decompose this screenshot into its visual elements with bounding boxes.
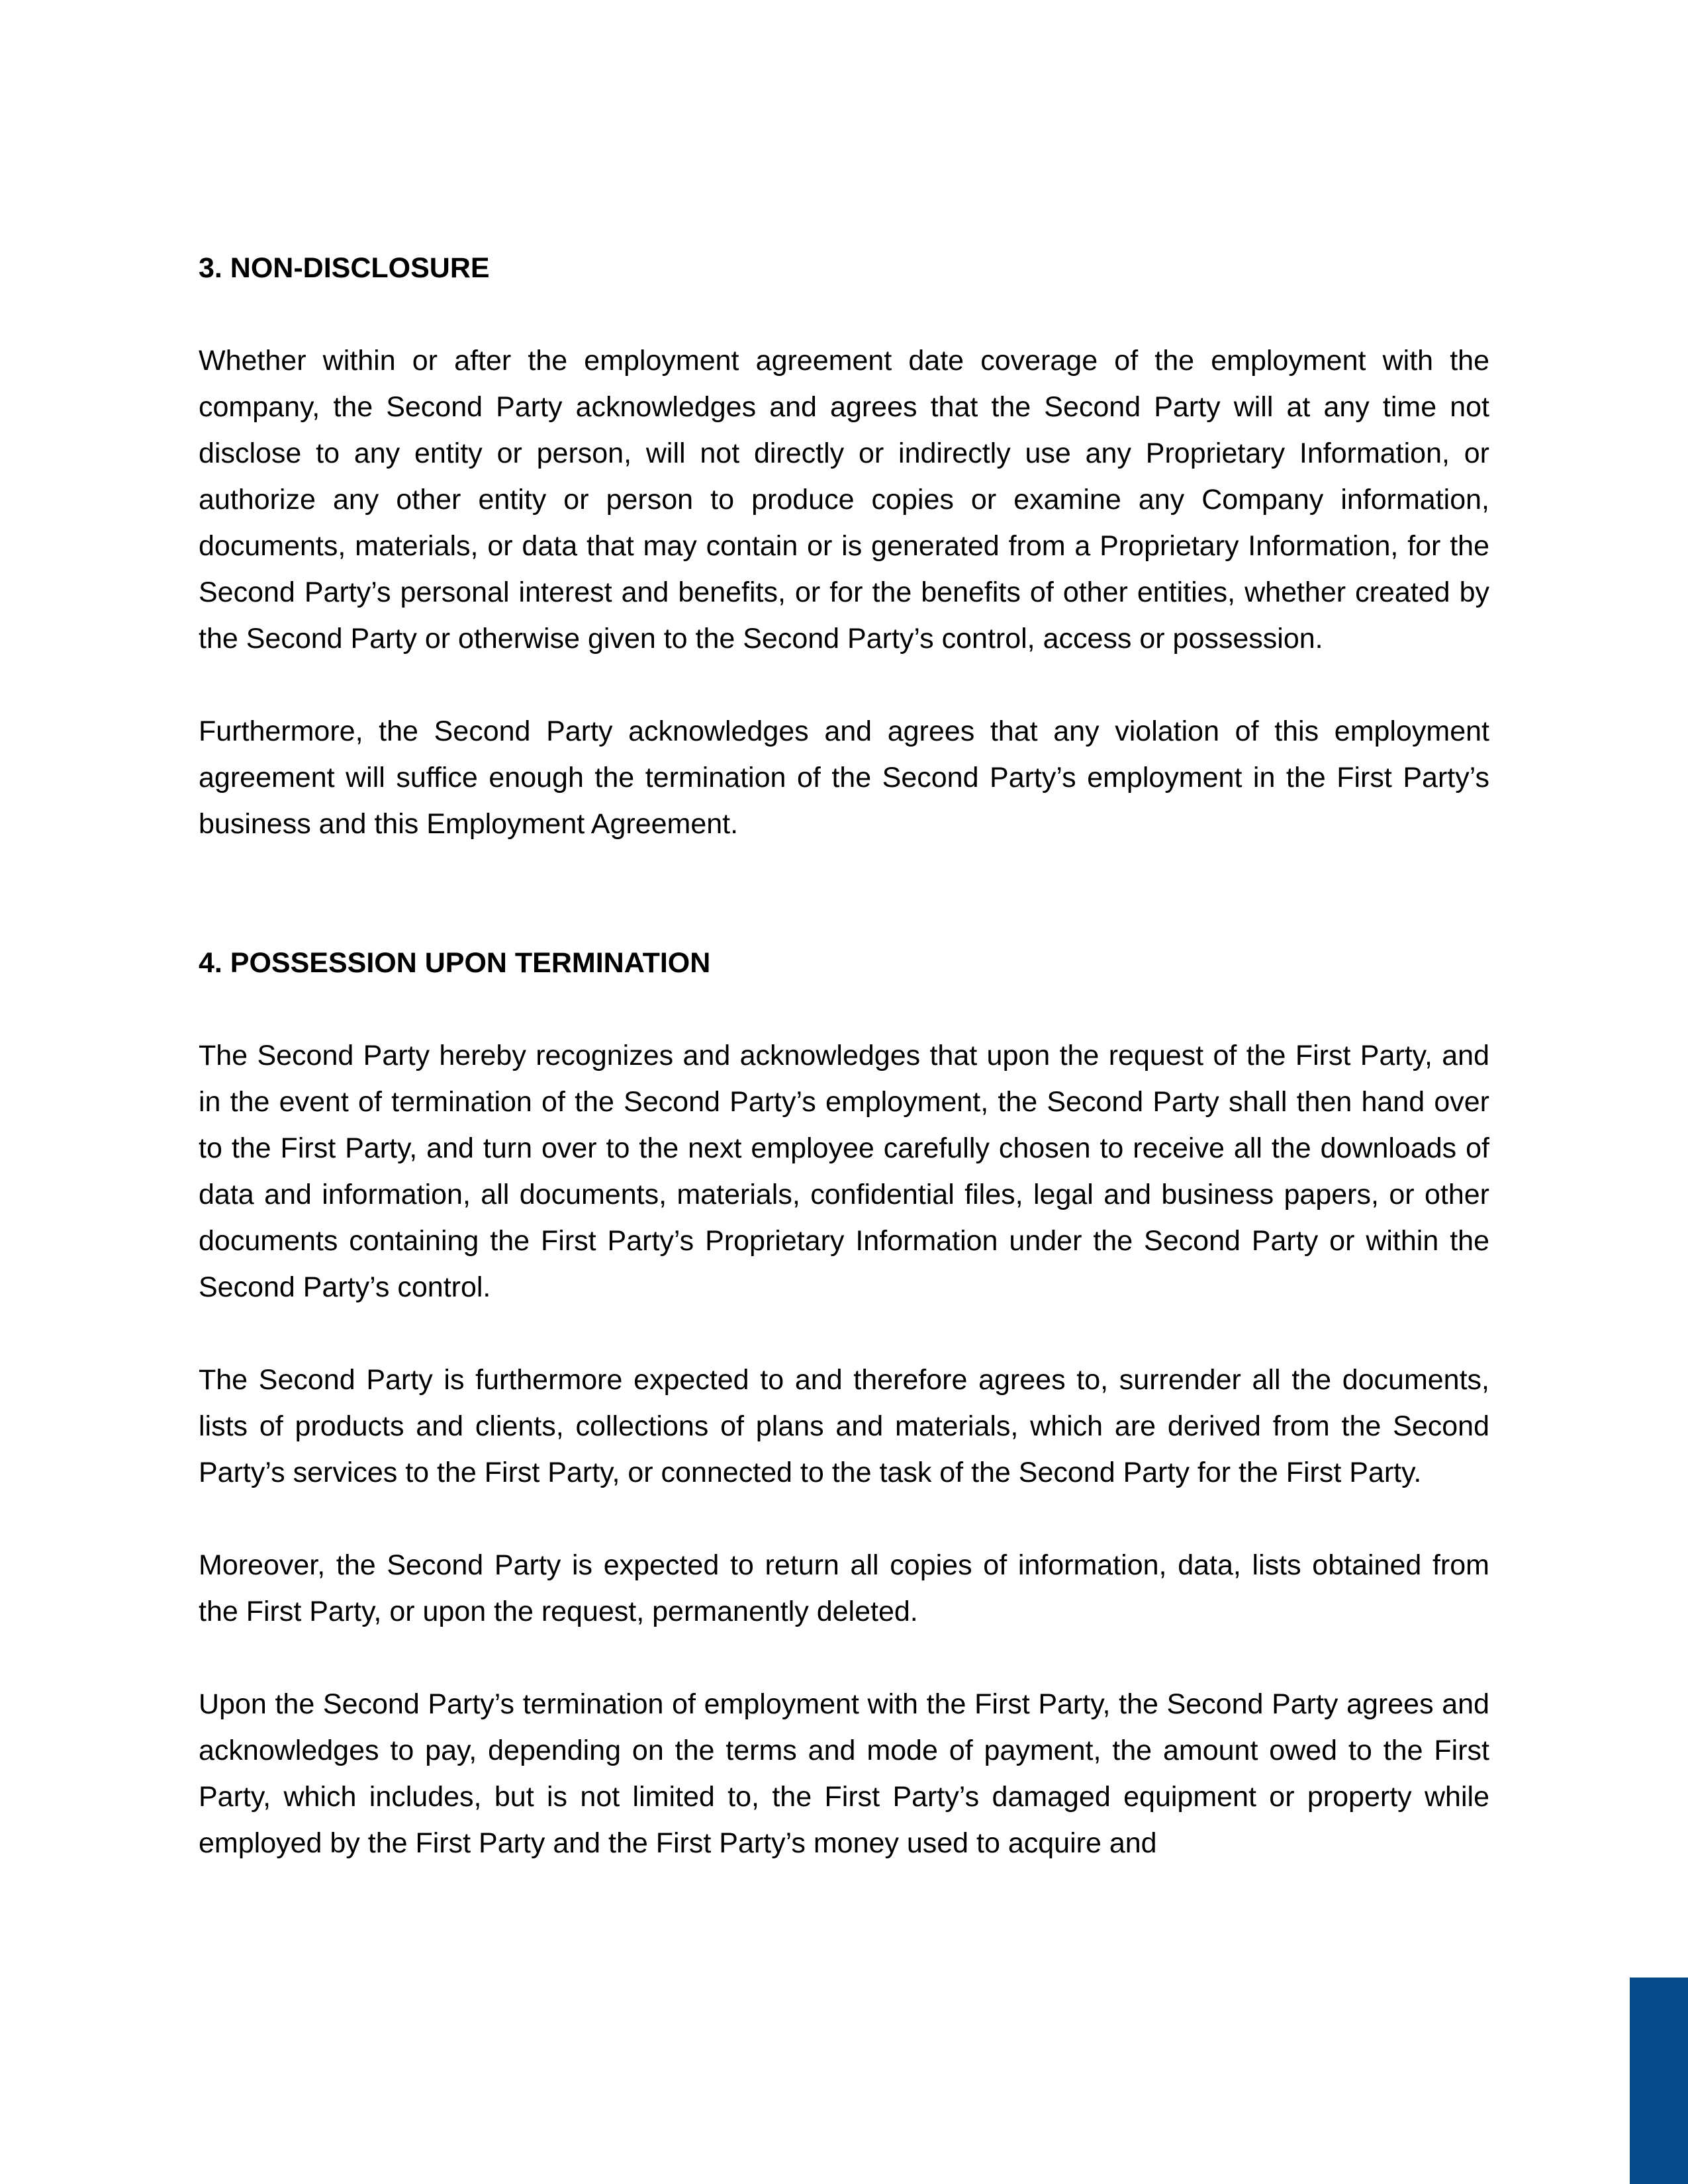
section-4-paragraph-1: The Second Party hereby recognizes and acknowledges that upon the request of the First Party, and in the event of termination of the Second Party’s employment, the Second Party shall then hand over to the First Party, and turn over to the next employee carefully chosen to receive all the downloads of data and information, all documents, materials, confidential files, legal and business papers, or other documents containing the First Party’s Proprietary Information under the Second Party or within the Second Party’s control. <box>199 1040 1489 1303</box>
section-4-paragraph-4: Upon the Second Party’s termination of employment with the First Party, the Second Party agrees and acknowledges to pay, depending on the terms and mode of payment, the amount owed to the First Party, which includes, but is not limited to, the First Party’s damaged equipment or property while employed by the First Party and the First Party’s money used to acquire and <box>199 1688 1489 1859</box>
section-4-paragraph-2: The Second Party is furthermore expected to and therefore agrees to, surrender all the documents, lists of products and clients, collections of plans and materials, which are derived from the Second Party’s services to the First Party, or connected to the task of the Second Party for the First Party. <box>199 1364 1489 1488</box>
section-4-heading: 4. POSSESSION UPON TERMINATION <box>199 947 711 979</box>
section-4-paragraph-3: Moreover, the Second Party is expected to return all copies of information, data, lists obtained from the First Party, or upon the request, permanently deleted. <box>199 1549 1489 1627</box>
section-3-heading: 3. NON-DISCLOSURE <box>199 252 490 284</box>
page-edge-tab <box>1630 1978 1688 2184</box>
document-page <box>199 245 1489 1866</box>
section-3-paragraph-2: Furthermore, the Second Party acknowledges and agrees that any violation of this employment agreement will suffice enough the termination of the Second Party’s employment in the First Party’s business and this Employment Agreement. <box>199 715 1489 840</box>
section-3-paragraph-1: Whether within or after the employment agreement date coverage of the employment with the company, the Second Party acknowledges and agrees that the Second Party will at any time not disclose to any entity or person, will not directly or indirectly use any Proprietary Information, or authorize any other entity or person to produce copies or examine any Company information, documents, materials, or data that may contain or is generated from a Proprietary Information, for the Second Party’s personal interest and benefits, or for the benefits of other entities, whether created by the Second Party or otherwise given to the Second Party’s control, access or possession. <box>199 345 1489 655</box>
